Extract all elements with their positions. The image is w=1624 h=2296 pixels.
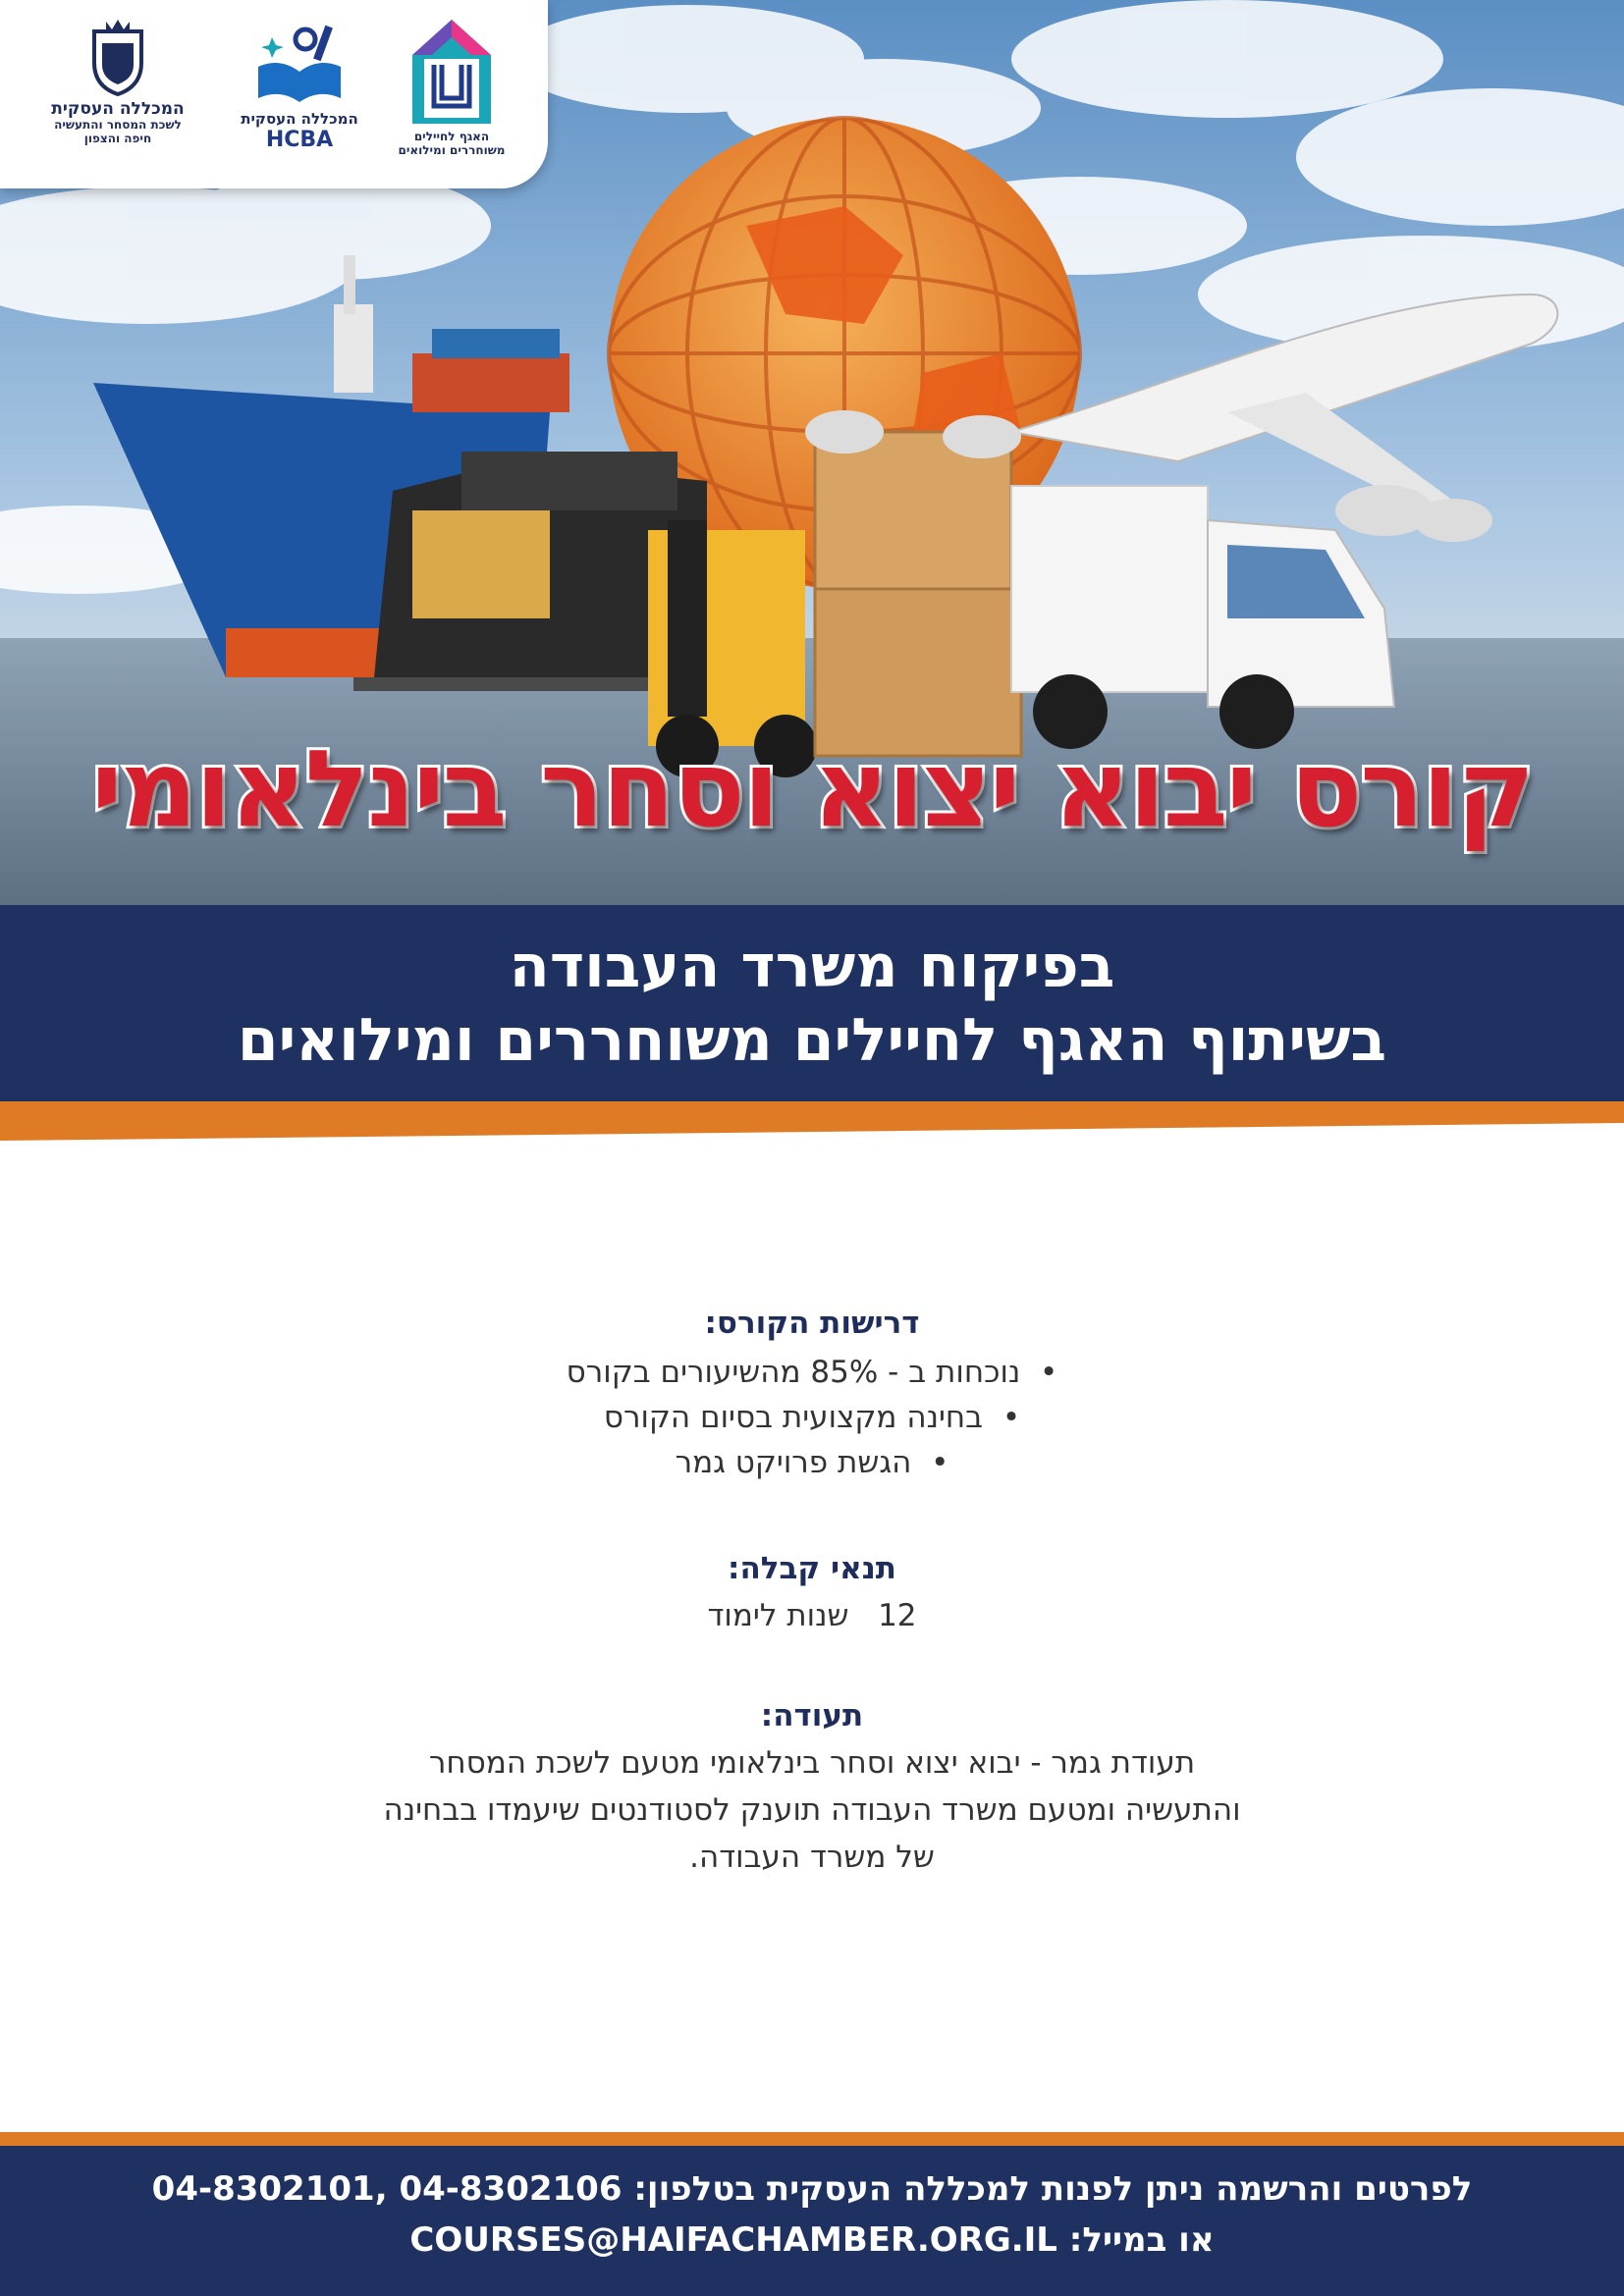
requirements-heading: דרישות הקורס:	[704, 1306, 920, 1341]
admission-text: 12 שנות לימוד	[707, 1598, 917, 1633]
bullet-icon: •	[983, 1400, 1021, 1435]
certificate-line-3: של משרד העבודה.	[689, 1840, 935, 1875]
certificate-heading: תעודה:	[760, 1698, 864, 1734]
haifa-chamber-logo	[29, 18, 206, 145]
footer-accent-stripe	[0, 2132, 1624, 2146]
requirement-text: הגשת פרויקט גמר	[675, 1445, 912, 1480]
soldiers-division-line1: האגף לחיילים	[413, 130, 490, 143]
crest-icon	[88, 18, 147, 96]
certificate-section	[0, 1698, 1624, 1875]
haifa-chamber-line3: חיפה והצפון	[83, 132, 152, 145]
contact-phone-line: לפרטים והרשמה ניתן לפנות למכללה העסקית בטלפון: 04-8302106 ,04-8302101	[151, 2169, 1473, 2209]
contact-email-line[interactable]: או במייל: COURSES@HAIFACHAMBER.ORG.IL	[409, 2220, 1215, 2260]
bullet-icon: •	[1020, 1355, 1058, 1390]
course-title: קורס יבוא יצוא וסחר בינלאומי	[90, 728, 1534, 851]
certificate-line-2: והתעשיה ומטעם משרד העבודה תוענק לסטודנטים שיעמדו בבחינה	[383, 1792, 1241, 1828]
certificate-line-1: תעודת גמר - יבוא יצוא וסחר בינלאומי מטעם לשכת המסחר	[428, 1745, 1196, 1781]
hcba-logo	[226, 18, 373, 152]
haifa-chamber-line1: המכללה העסקית	[51, 99, 185, 119]
logo-panel	[0, 0, 548, 188]
hcba-acronym: HCBA	[265, 128, 334, 152]
admission-heading: תנאי קבלה:	[728, 1551, 896, 1586]
requirement-item-attendance	[0, 1355, 1624, 1390]
requirements-section	[0, 1306, 1624, 1480]
admission-section	[0, 1551, 1624, 1633]
soldiers-division-logo	[378, 18, 525, 157]
requirement-text: בחינה מקצועית בסיום הקורס	[603, 1400, 984, 1435]
hcba-line1: המכללה העסקית	[241, 110, 358, 128]
soldiers-division-line2: משוחררים ומילואים	[398, 143, 506, 157]
requirement-item-project	[0, 1445, 1624, 1480]
house-emblem-icon	[410, 18, 493, 126]
requirement-item-exam	[0, 1400, 1624, 1435]
supervision-line: בפיקוח משרד העבודה	[509, 933, 1115, 1001]
partnership-line: בשיתוף האגף לחיילים משוחררים ומילואים	[237, 1006, 1387, 1075]
requirement-text: נוכחות ב - 85% מהשיעורים בקורס	[566, 1355, 1021, 1390]
haifa-chamber-line2: לשכת המסחר והתעשיה	[54, 118, 182, 132]
bullet-icon: •	[911, 1445, 949, 1480]
open-book-icon	[250, 18, 349, 106]
